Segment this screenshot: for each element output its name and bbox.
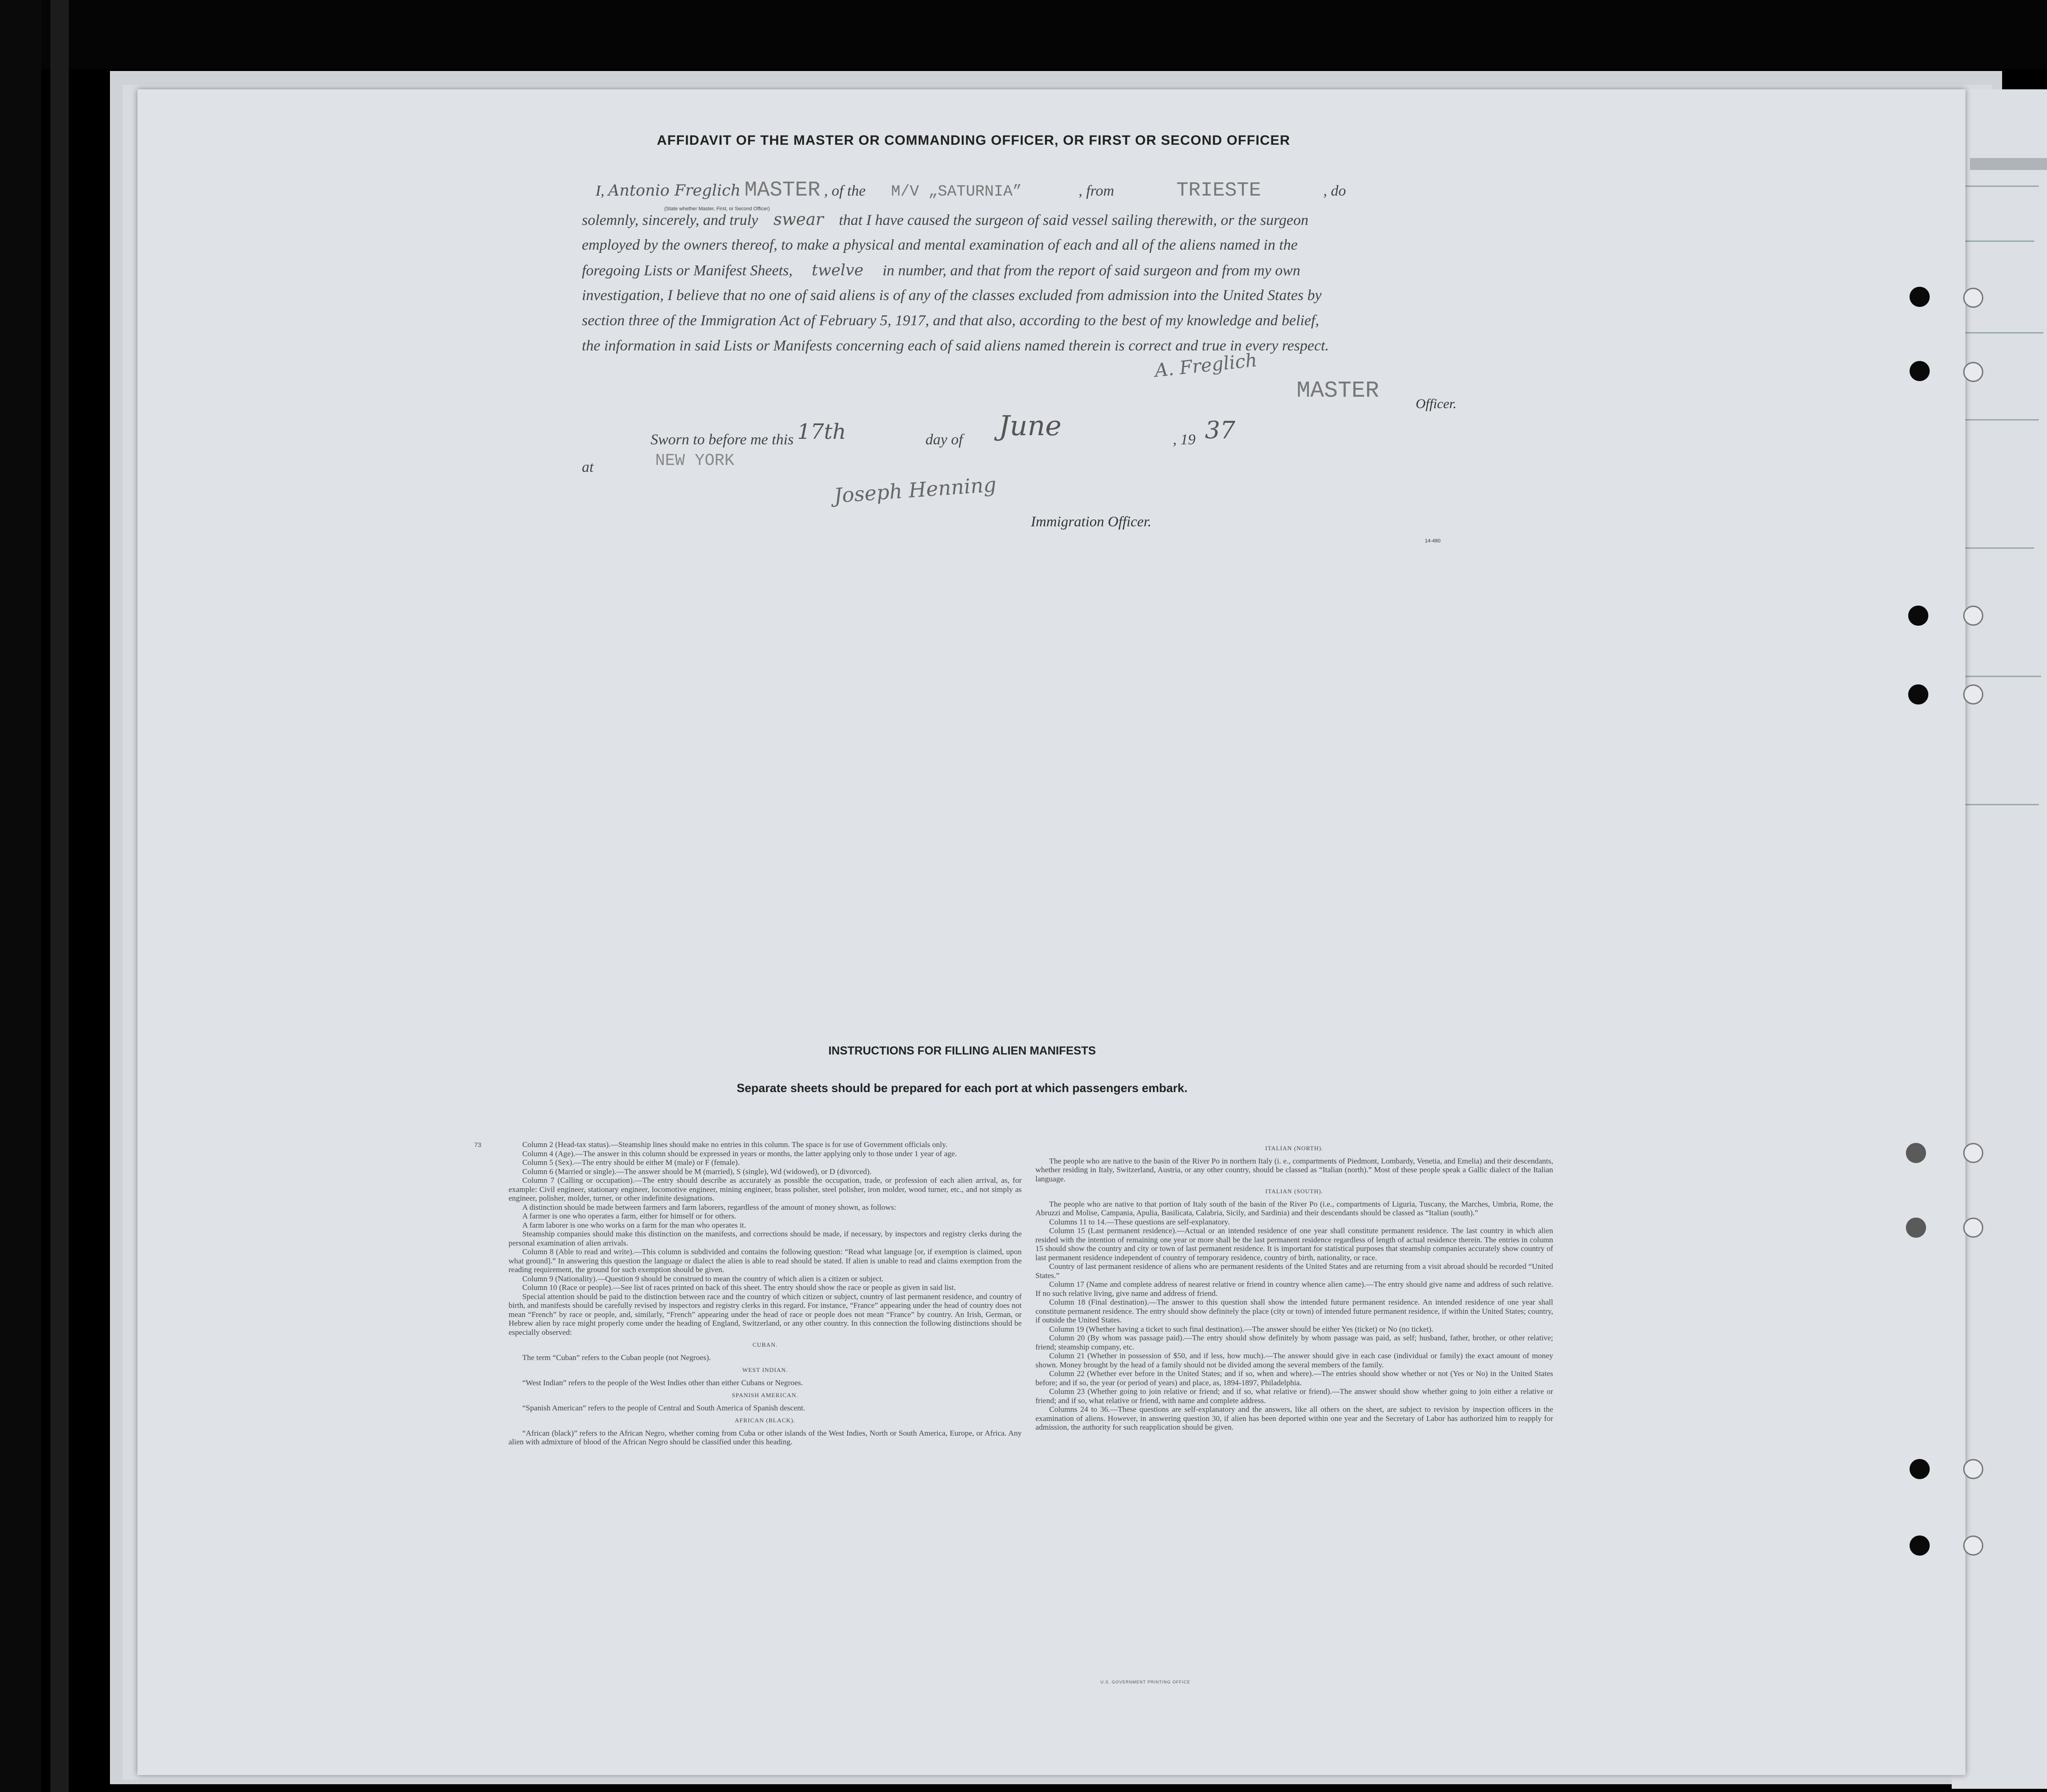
affidavit-line-2 [582,206,1308,234]
sworn-label: Sworn to before me this [651,432,794,448]
binder-hole-ring [1963,1143,1983,1163]
instructions-subtitle: Separate sheets should be prepared for each port at which passengers embark. [737,1081,1188,1095]
instruction-paragraph: Column 6 (Married or single).—The answer should be M (married), S (single), Wd (widowed), or D (divorced). [522,1167,872,1176]
sheet-count-handwritten: twelve [811,261,864,279]
instruction-paragraph: Column 9 (Nationality).—Question 9 should be construed to mean the country of which alien is a citizen or subject. [522,1274,884,1283]
of-the-label: , of the [824,183,866,199]
faint-line [1965,419,2039,421]
binder-hole [1908,684,1928,705]
instruction-paragraph: Column 18 (Final destination).—The answer to this question shall show the intended future permanent residence. An intended residence of one year shall constitute permanent residence. The entry should show definitely the place (city or town) of intended future permanent residence, if within the United States; country, if outside the United States. [1035,1298,1553,1324]
instruction-paragraph: Column 23 (Whether going to join relative or friend; and if so, what relative or friend).—The answer should show whether going to join either a relative or friend; and if so, what relative or friend, with name and complete address. [1035,1387,1553,1405]
affidavit-title: AFFIDAVIT OF THE MASTER OR COMMANDING OFFICER, OR FIRST OR SECOND OFFICER [657,133,1291,148]
immigration-officer-label: Immigration Officer. [1031,513,1152,530]
instruction-paragraph: Column 5 (Sex).—The entry should be either M (male) or F (female). [522,1158,740,1167]
instruction-paragraph: Column 21 (Whether in possession of $50, and if less, how much).—The answer should give in each case (individual or family) the exact amount of money shown. Money brought by the head of a family should not be divided among the several members of the family. [1035,1351,1553,1369]
instruction-paragraph: Columns 24 to 36.—These questions are self-explanatory and the answers, like all others on the sheet, are subject to revision by inspection officers in the examination of aliens. However, in answering question 30, if alien has been deported within one year and the Secretary of Labor has authorized him to reapply for admission, the authority for such reapplication should be given. [1035,1405,1553,1431]
instruction-paragraph: Steamship companies should make this distinction on the manifests, and corrections should be made, if necessary, by inspectors and registry clerks during the personal examination of alien arrivals. [509,1229,1022,1247]
scanner-frame-left [0,0,41,1792]
from-label: , from [1078,183,1114,199]
instructions-title: INSTRUCTIONS FOR FILLING ALIEN MANIFESTS [828,1044,1096,1057]
day-handwritten: 17th [797,419,846,444]
line2-text-b: that I have caused the surgeon of said vessel sailing therewith, or the surgeon [839,212,1308,229]
binder-hole [1906,1143,1926,1163]
faint-line [1965,332,2043,333]
rank-note: (State whether Master, First, or Second Officer) [664,206,770,212]
vessel-stamp: M/V „SATURNIA” [891,183,1022,201]
binder-hole-ring [1963,606,1983,626]
binder-hole-ring [1963,1459,1983,1479]
italian-north-heading: ITALIAN (NORTH). [1265,1145,1324,1152]
rank-stamp: MASTER [744,178,821,202]
master-name-handwritten: Antonio Freglich [608,181,741,200]
instruction-paragraph: Column 19 (Whether having a ticket to such final destination).—The answer should be either Yes (ticket) or No (no ticket). [1049,1324,1434,1333]
binder-hole [1906,1218,1926,1238]
instruction-paragraph: Column 2 (Head-tax status).—Steamship lines should make no entries in this column. The space is for use of Government officials only. [522,1140,947,1149]
instruction-paragraph: Columns 11 to 14.—These questions are self-explanatory. [1049,1217,1230,1226]
binder-hole [1908,606,1928,626]
affidavit-line-7: the information in said Lists or Manifests concerning each of said aliens named therein is correct and true in every respect. [582,338,1329,354]
instructions-left-column [509,1140,1022,1447]
italian-south-text: The people who are native to that portion of Italy south of the basin of the River Po (i.e., compartments of Liguria, Tuscany, the Marches, Umbria, Rome, the Abruzzi and Molise, Campania, Apulia, Basilicata, Calabria, Sicily, and Sardinia) and their descendants should be classed as “Italian (south).” [1035,1199,1553,1217]
spanish-american-heading: SPANISH AMERICAN. [732,1392,799,1399]
african-text: “African (black)” refers to the African Negro, whether coming from Cuba or other islands of the West Indies, North or South America, Europe, or Africa. Any alien with admixture of blood of the African Negro should be classified under this heading. [509,1428,1022,1446]
year-handwritten: 37 [1205,417,1236,444]
binder-hole-ring [1963,1218,1983,1238]
spanish-american-text: “Spanish American” refers to the people of Central and South America of Spanish descent. [522,1403,805,1412]
cuban-text: The term “Cuban” refers to the Cuban people (not Negroes). [522,1353,711,1362]
instruction-paragraph: Column 7 (Calling or occupation).—The entry should describe as accurately as possible the occupation, trade, or profession of each alien arrival, as, for example: Civil engineer, stationary engineer, locomotive engineer, mining engineer, brass polisher, steel polisher, iron molder, wood turner, etc., and not simply as engineer, polisher, molder, turner, or other indefinite designations. [509,1176,1022,1202]
i-prefix: I, [596,183,605,199]
line4-text-b: in number, and that from the report of said surgeon and from my own [882,262,1301,279]
place-stamp: NEW YORK [655,451,734,470]
margin-mark: 73 [474,1141,482,1148]
binder-hole-ring [1963,1535,1983,1556]
instruction-paragraph: Column 8 (Able to read and write).—This column is subdivided and contains the following question: “Read what language [or, if exemption is claimed, upon what ground].” In answering this question the language or dialect the alien is able to read should be stated. If alien is unable to read and claims exemption from the reading requirement, the ground for such exemption should be given. [509,1247,1022,1274]
affidavit-line-1 [596,176,1626,206]
oath-handwritten: swear [773,210,824,229]
binder-hole [1910,1535,1930,1556]
instruction-paragraph: Special attention should be paid to the distinction between race and the country of which citizen or subject, country of last permanent residence, and country of birth, and manifests should be carefully revised by inspectors and registry clerks in this regard. For instance, “France” appearing under the head of country does not mean “French” by race or people, and, similarly, “French” appearing under the head of race or people does not mean “France” by country. An Irish, German, or Hebrew alien by race might properly come under the heading of England, Switzerland, or any other country. In this connection the following distinctions should be especially observed: [509,1292,1022,1337]
master-signature: A. Freglich [1154,350,1259,382]
line4-text-a: foregoing Lists or Manifest Sheets, [582,262,793,279]
affidavit-line-3: employed by the owners thereof, to make a physical and mental examination of each and all of the aliens named in the [582,237,1298,253]
adjacent-page [1952,89,2047,1789]
faint-line [1965,676,2041,677]
italian-north-text: The people who are native to the basin of the River Po in northern Italy (i. e., compartments of Piedmont, Lombardy, Venetia, and Emelia) and their descendants, whether residing in Italy, Switzerland, Austria, or any other country, should be classed as “Italian (north).” Most of these people speak a Gallic dialect of the Italian language. [1035,1156,1553,1183]
instruction-paragraph: Column 20 (By whom was passage paid).—The entry should show definitely by whom passage was paid, as self; husband, father, brother, or other relative; friend; steamship company, etc. [1035,1333,1553,1351]
at-label: at [582,459,594,475]
instruction-paragraph: Column 10 (Race or people).—See list of races printed on back of this sheet. The entry should show the race or people as given in said list. [522,1283,956,1292]
do-label: , do [1323,183,1346,199]
instruction-paragraph: A farm laborer is one who works on a farm for the man who operates it. [522,1220,746,1229]
faint-line [1965,547,2034,549]
port-stamp: TRIESTE [1176,179,1261,202]
affidavit-line-5: investigation, I believe that no one of said aliens is of any of the classes excluded from admission into the United States by [582,287,1322,304]
italian-south-heading: ITALIAN (SOUTH). [1265,1188,1324,1195]
instruction-paragraph: Column 17 (Name and complete address of nearest relative or friend in country whence alien came).—The entry should give name and address of such relative. If no such relative living, give name and address of friend. [1035,1280,1553,1298]
instruction-paragraph: A farmer is one who operates a farm, either for himself or for others. [522,1212,736,1220]
document-page [137,89,1965,1775]
instruction-paragraph: A distinction should be made between farmers and farm laborers, regardless of the amount of money shown, as follows: [522,1202,896,1212]
scanner-frame-top [0,0,2047,69]
affidavit-line-4 [582,257,1300,284]
month-handwritten: June [999,410,1062,442]
officer-label: Officer. [1416,396,1457,411]
faint-heading-bleed [1970,158,2047,170]
instruction-paragraph: Column 15 (Last permanent residence).—Actual or an intended residence of one year shall constitute permanent residence. The last country in which alien resided with the intention of remaining one year or more shall be the last permanent residence regardless of length of actual residence therein. The entries in column 15 should show the country and city or town of last permanent residence. It is important for statistical purposes that steamship companies accurately show country of last permanent residence independent of country of temporary residence, country of birth, nationality, or race. [1035,1226,1553,1262]
binder-hole [1910,287,1930,307]
immigration-officer-signature: Joseph Henning [833,473,997,508]
instruction-paragraph: Column 4 (Age).—The answer in this column should be expressed in years or months, the latter applying only to those under 1 year of age. [522,1149,957,1158]
instruction-paragraph: Country of last permanent residence of aliens who are permanent residents of the United States and are returning from a visit abroad should be recorded “United States.” [1035,1262,1553,1280]
african-heading: AFRICAN (BLACK). [734,1417,796,1424]
year-prefix: , 19 [1173,432,1196,448]
binder-hole [1910,361,1930,381]
day-of-label: day of [925,432,963,448]
line2-text-a: solemnly, sincerely, and truly [582,212,758,229]
binder-hole-ring [1963,288,1983,308]
instruction-paragraph: Column 22 (Whether ever before in the United States; and if so, when and where).—The entries should show whether or not (Yes or No) in the United States before; and if so, the year (or period of years) and place, as, 1894-1897, Philadelphia. [1035,1369,1553,1387]
faint-line [1965,186,2039,187]
faint-line [1965,240,2034,242]
binder-hole-ring [1963,684,1983,705]
instructions-right-column [1035,1140,1553,1432]
binder-hole [1910,1459,1930,1479]
form-number: 14-480 [1425,538,1441,544]
book-binding-edge [50,0,69,1792]
west-indian-text: “West Indian” refers to the people of the West Indies other than either Cubans or Negroes. [522,1378,803,1387]
printer-note: U.S. GOVERNMENT PRINTING OFFICE [1100,1680,1191,1684]
signature-rank-stamp: MASTER [1297,378,1379,404]
cuban-heading: CUBAN. [752,1341,778,1348]
west-indian-heading: WEST INDIAN. [742,1366,788,1373]
binder-hole-ring [1963,362,1983,382]
affidavit-line-6: section three of the Immigration Act of February 5, 1917, and that also, according to the best of my knowledge and belief, [582,312,1319,329]
faint-line [1965,804,2039,805]
